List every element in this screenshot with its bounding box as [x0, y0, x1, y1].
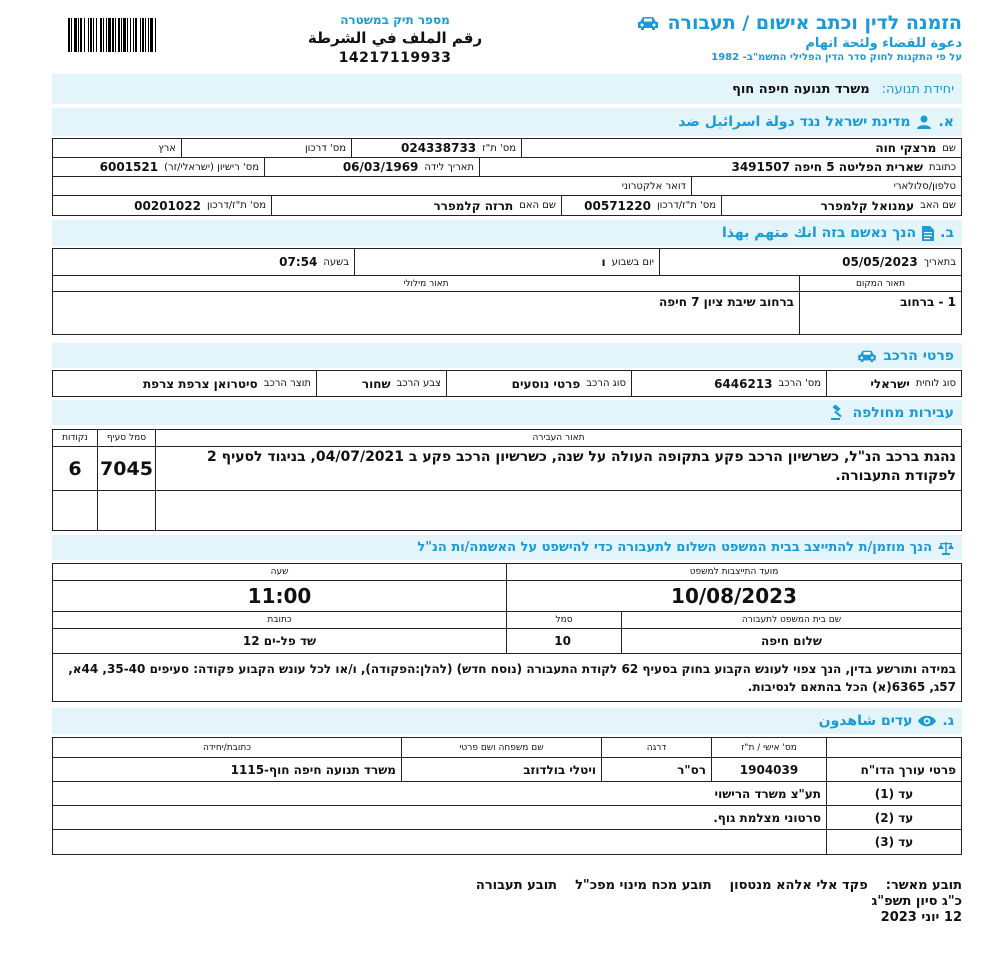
- prosecutor-name: פקד אלי אלהא מנטסון: [729, 878, 868, 893]
- place-cell: [799, 292, 961, 334]
- person-icon: [916, 114, 932, 130]
- witness-value-cell: [53, 830, 826, 854]
- form-subtitle-ar: دعوة للقضاء ولئحة اتهام: [805, 36, 962, 51]
- table-row: [53, 738, 961, 758]
- reporter-id-cell: [711, 758, 826, 781]
- vehicle-number: 6446213: [714, 376, 773, 391]
- address-cell: כתובת שארית הפליטה 5 חיפה 3491507: [479, 158, 961, 176]
- offenses-bar: [52, 400, 962, 425]
- phone-cell: טלפון/סלולארי: [691, 177, 961, 195]
- offense-desc-cell: [155, 491, 961, 530]
- police-file-block: [300, 13, 490, 66]
- place-header: תאור המקום: [799, 276, 961, 291]
- verbal-header: תאור מילולי: [403, 278, 449, 289]
- points-cell: [53, 447, 97, 490]
- weekday-cell: יום בשבוע ו: [354, 249, 659, 275]
- defendant-dob: 06/03/1969: [342, 160, 419, 174]
- clause-cell: [97, 491, 155, 530]
- father-name: עמנואל קלמפרר: [820, 198, 915, 213]
- court-date-header: מועד התייצבות למשפט: [506, 564, 961, 580]
- witness-row: [53, 806, 961, 830]
- witness-value-cell: [53, 806, 826, 829]
- prosecutor-role: תובע תעבורה: [475, 878, 558, 893]
- witness-unit-header: כתובת/יחידה: [203, 742, 251, 753]
- reporter-rank: רס"ר: [677, 762, 706, 777]
- gregorian-date: 12 יוני 2023: [880, 910, 962, 925]
- court-time-cell: [53, 581, 506, 611]
- form-title: הזמנה לדין וכתב אישום / תעבורה: [667, 12, 962, 34]
- vehicle-color-cell: צבע הרכב שחור: [316, 371, 446, 396]
- plate-type-cell: סוג לוחית ישראלי: [826, 371, 961, 396]
- court-name-cell: [621, 629, 961, 653]
- offense-row: [53, 447, 961, 491]
- witness-row: [53, 782, 961, 806]
- table-row: [53, 276, 961, 292]
- table-row: [53, 612, 961, 629]
- court-address-header: כתובת: [267, 615, 292, 625]
- vehicle-color: שחור: [361, 376, 391, 391]
- table-row: [53, 371, 961, 396]
- table-row: [53, 196, 961, 215]
- license-cell: מס' רישיון (ישראלי/זר) 6001521: [99, 160, 259, 174]
- reporter-unit-cell: [53, 758, 401, 781]
- vehicle-type: פרטי נוסעים: [511, 376, 581, 391]
- barcode-icon: [68, 18, 196, 52]
- section-a-title: מדינת ישראל נגד دولة اسرائيل ضد: [678, 114, 911, 130]
- defendant-name: מרצקי חוה: [875, 141, 937, 155]
- offenses-table: [52, 429, 962, 531]
- email-cell: דואר אלקטרוני: [621, 180, 686, 192]
- court-address-cell: [53, 629, 506, 653]
- offense-date: 05/05/2023: [842, 255, 918, 269]
- witness-id-header: מס' אישי / ת"ז: [711, 738, 826, 757]
- points-header: נקודות: [62, 433, 88, 443]
- gavel-icon: [830, 405, 846, 421]
- vehicle-bar: [52, 343, 962, 368]
- police-file-label-ar: رقم الملف في الشرطة: [307, 29, 483, 47]
- court-notice: במידה ותורשע בדין, הנך צפוי לעונש הקבוע בחוק בסעיף 62 לקודת התעבורה (נוסח חדש) (להלן:הפקודה), ו/או לכל עונש הקבוע פקודה: סעיפים 35-40, 44א, 57ג, 6365(א) הכל בהתאם לנסיבות.: [68, 661, 956, 694]
- offense-points: 6: [68, 457, 82, 480]
- table-row: [53, 158, 961, 177]
- date-cell: בתאריך 05/05/2023: [659, 249, 961, 275]
- court-name: שלום חיפה: [761, 634, 822, 648]
- section-c-letter: ג.: [942, 713, 954, 729]
- witness-1: תע"צ משרד הרישוי: [714, 786, 821, 801]
- court-symbol: 10: [554, 634, 571, 648]
- unit-label: יחידת תנועה:: [881, 81, 954, 97]
- witness-name-header: שם משפחה ושם פרטי: [401, 738, 601, 757]
- witness-label-header: [826, 738, 961, 757]
- witness-label-cell: עד (3): [826, 830, 961, 854]
- table-row: [53, 654, 961, 701]
- court-bar: [52, 535, 962, 560]
- table-row: [53, 629, 961, 654]
- court-time: 11:00: [247, 584, 312, 608]
- defendant-table: [52, 138, 962, 216]
- table-row: [53, 139, 961, 158]
- clause-header: סמל סעיף: [97, 430, 155, 446]
- car-icon: [857, 349, 877, 363]
- table-row: [53, 430, 961, 447]
- vehicle-number-cell: מס' הרכב 6446213: [631, 371, 826, 396]
- offense-clause: 7045: [100, 457, 153, 480]
- witness-row: [53, 830, 961, 854]
- witness-rank-header: דרגה: [601, 738, 711, 757]
- witness-label-cell: עד (1): [826, 782, 961, 805]
- defendant-license: 6001521: [99, 160, 159, 174]
- section-b-bar: [52, 220, 962, 246]
- prosecutor-authority: תובע מכח מינוי מפכ"ל: [575, 878, 712, 893]
- defendant-address: שארית הפליטה 5 חיפה 3491507: [731, 160, 924, 174]
- table-row: [53, 177, 961, 196]
- unit-value: משרד תנועה חיפה חוף: [732, 81, 870, 97]
- prosecutor-label: תובע מאשר:: [885, 878, 962, 893]
- court-notice-cell: [53, 654, 961, 701]
- verbal-cell: [53, 292, 799, 334]
- reporter-name-cell: [401, 758, 601, 781]
- reporter-name: ויטלי בולדוזב: [523, 762, 596, 777]
- offense-desc-header: תאור העבירה: [155, 430, 961, 446]
- reporter-id: 1904039: [739, 762, 799, 777]
- court-date: 10/08/2023: [671, 584, 797, 608]
- section-b-letter: ב.: [940, 225, 954, 241]
- name-cell: שם מרצקי חוה: [521, 139, 961, 157]
- table-row: [53, 758, 961, 782]
- section-a-bar: [52, 108, 962, 136]
- father-id-cell: מס' ת"ז/דרכון 00571220: [561, 196, 721, 215]
- witnesses-table: [52, 737, 962, 855]
- offenses-title: עבירות מחולפה: [852, 404, 954, 421]
- mother-name: תרזה קלמפרר: [433, 198, 514, 213]
- offense-time: 07:54: [279, 255, 318, 269]
- reporter-label: פרטי עורך הדו"ח: [860, 762, 956, 777]
- law-line: על פי התקנות לחוק סדר הדין הפלילי התשמ"ב- 1982: [711, 52, 962, 63]
- place-value: 1 - ברחוב: [900, 295, 956, 309]
- unit-bar: [52, 74, 962, 104]
- scales-icon: [938, 541, 954, 555]
- vehicle-table: [52, 370, 962, 397]
- court-address: שד פל-ים 12: [242, 634, 317, 648]
- court-title: הנך מוזמן/ת להתייצב בבית המשפט השלום לתעבורה כדי להישפט על האשמה/ות הנ"ל: [417, 540, 932, 555]
- offense-time-table: [52, 248, 962, 335]
- mother-cell: שם האם תרזה קלמפרר: [271, 196, 561, 215]
- witness-value-cell: [53, 782, 826, 805]
- id-cell: מס' ת"ז 024338733: [351, 139, 521, 157]
- table-row: [53, 292, 961, 334]
- reporter-unit: משרד תנועה חיפה חוף-1115: [230, 762, 396, 777]
- form-title-block: [602, 12, 962, 63]
- points-cell: [53, 491, 97, 530]
- vehicle-maker: סיטרואן צרפת צרפת: [142, 376, 258, 391]
- mother-id-cell: מס' ת"ז/דרכון 00201022: [134, 198, 266, 213]
- offense-row: [53, 491, 961, 530]
- time-cell: בשעה 07:54: [279, 255, 349, 269]
- section-a-letter: א.: [938, 114, 954, 130]
- document-icon: [922, 226, 934, 241]
- hebrew-date: כ"ג סיון תשפ"ג: [871, 894, 962, 909]
- car-icon: [637, 15, 659, 31]
- reporter-label-cell: [826, 758, 961, 781]
- court-symbol-cell: [506, 629, 621, 653]
- court-table: [52, 563, 962, 702]
- eye-icon: [918, 715, 936, 727]
- clause-cell: [97, 447, 155, 490]
- court-name-header: שם בית המשפט לתעבורה: [621, 612, 961, 628]
- offense-desc-cell: [155, 447, 961, 490]
- offense-desc: נהגת ברכב הנ"ל, כשרשיון הרכב פקע בתקופה העולה על שנה, כשרשיון הרכב פקע ב 04/07/2021, בניגוד לסעיף 2 לפקודת התעבורה.: [207, 449, 956, 484]
- footer-signature: [402, 878, 962, 926]
- police-file-label-he: מספר תיק במשטרה: [340, 13, 450, 27]
- court-time-header: שעה: [270, 567, 289, 577]
- section-b-title: הנך נאשם בזה انك متهم بهذا: [721, 225, 917, 241]
- court-date-cell: [506, 581, 961, 611]
- police-file-number: 14217119933: [338, 50, 452, 66]
- offense-weekday: ו: [601, 255, 606, 269]
- dob-cell: תאריך לידה 06/03/1969: [264, 158, 479, 176]
- vehicle-title: פרטי הרכב: [883, 347, 954, 364]
- table-row: [53, 581, 961, 612]
- table-row: [53, 564, 961, 581]
- reporter-rank-cell: [601, 758, 711, 781]
- plate-type: ישראלי: [870, 376, 910, 391]
- country-cell: ארץ: [158, 142, 176, 154]
- table-row: [53, 249, 961, 276]
- vehicle-maker-cell: תוצר הרכב סיטרואן צרפת צרפת: [142, 376, 311, 391]
- court-symbol-header: סמל: [506, 612, 621, 628]
- witnesses-title: עדים شاهدون: [818, 713, 913, 729]
- vehicle-type-cell: סוג הרכב פרטי נוסעים: [446, 371, 631, 396]
- verbal-value: ברחוב שיבת ציון 7 חיפה: [659, 295, 794, 309]
- passport-cell: מס' דרכון: [181, 139, 351, 157]
- witnesses-bar: [52, 708, 962, 734]
- father-cell: שם האב עמנואל קלמפרר: [721, 196, 961, 215]
- witness-2: סרטוני מצלמת גוף.: [713, 810, 821, 825]
- witness-label-cell: עד (2): [826, 806, 961, 829]
- defendant-id: 024338733: [401, 141, 477, 155]
